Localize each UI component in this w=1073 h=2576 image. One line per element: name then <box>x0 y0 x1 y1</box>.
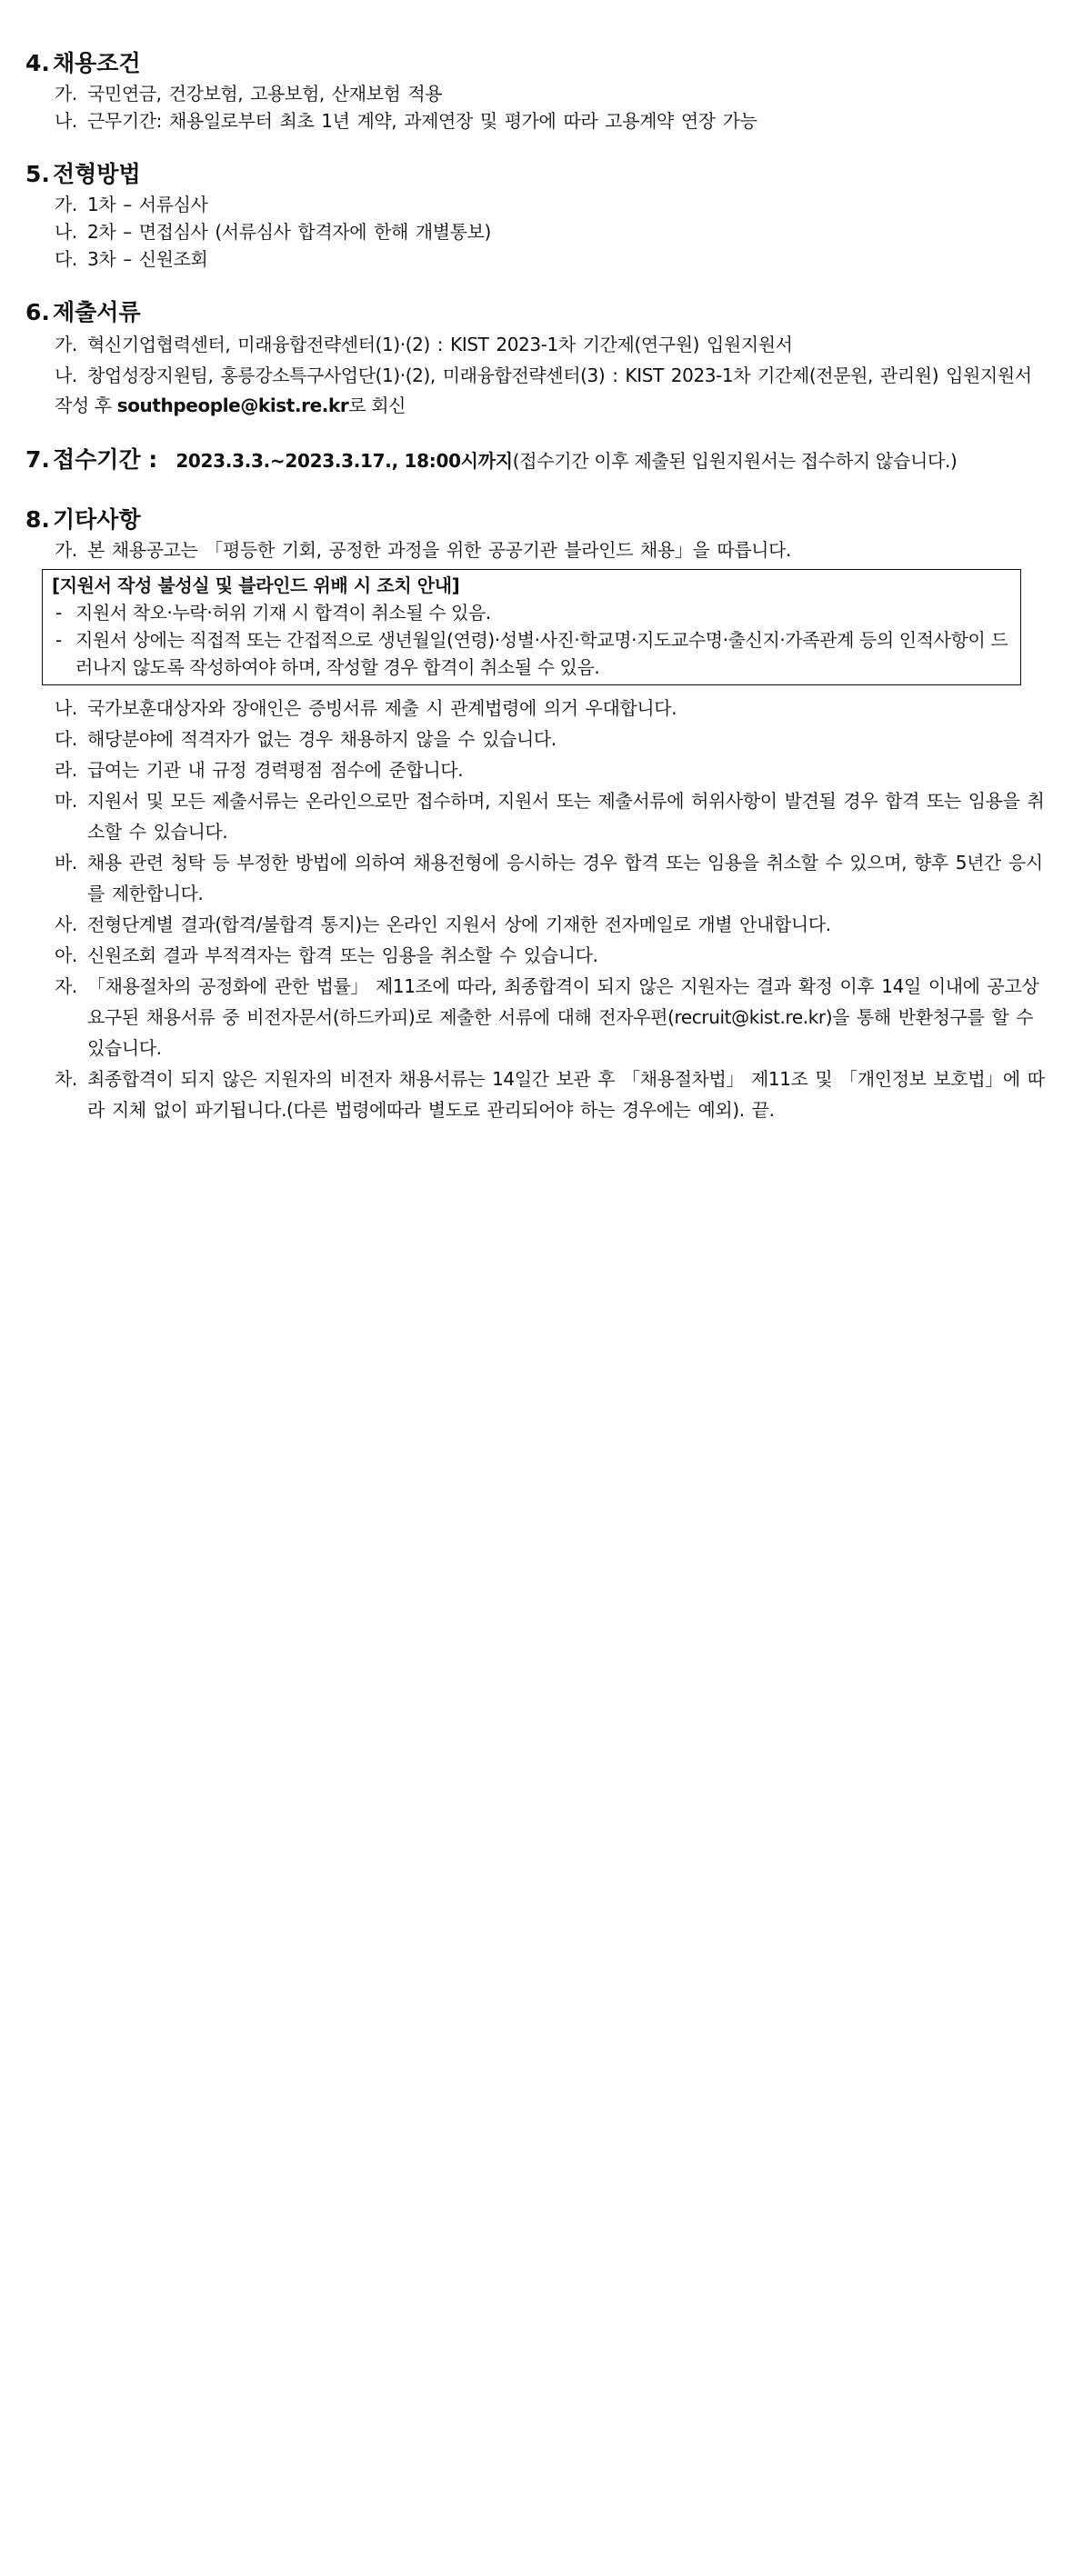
list-item <box>55 971 1053 1063</box>
item-marker: 나. <box>55 221 77 243</box>
item-marker: 아. <box>55 944 77 966</box>
section-title <box>25 158 1053 191</box>
item-marker: 다. <box>55 728 77 750</box>
application-period-value: 2023.3.3.~2023.3.17., 18:00시까지 <box>175 450 513 472</box>
notice-text: 지원서 상에는 직접적 또는 간접적으로 생년월일(연령)·성별·사진·학교명·지도교수명·출신지·가족관계 등의 인적사항이 드러나지 않도록 작성하여야 하며, 작성할 경우 합격이 취소될 수 있음. <box>75 629 1008 678</box>
section-required-documents <box>25 296 1053 420</box>
section-title <box>25 444 1053 477</box>
submission-suffix: 로 회신 <box>348 394 406 416</box>
item-text: 해당분야에 적격자가 없는 경우 채용하지 않을 수 있습니다. <box>87 728 557 750</box>
item-marker: 가. <box>55 539 77 561</box>
submission-prefix: 작성 후 <box>55 394 117 416</box>
item-marker: 바. <box>55 852 77 874</box>
submission-email-link[interactable]: southpeople@kist.re.kr <box>116 394 349 416</box>
item-marker: 다. <box>55 248 77 270</box>
list-item <box>55 847 1053 909</box>
application-period-note: (접수기간 이후 제출된 입원지원서는 접수하지 않습니다.) <box>512 450 958 472</box>
item-text: 3차 – 신원조회 <box>87 248 208 270</box>
section-number: 6. <box>25 299 50 325</box>
notice-line <box>52 626 1011 681</box>
section-number: 7. <box>25 446 50 473</box>
list-item <box>55 360 1053 391</box>
item-text: 최종합격이 되지 않은 지원자의 비전자 채용서류는 14일간 보관 후 「채용절차법」 제11조 및 「개인정보 보호법」에 따라 지체 없이 파기됩니다.(다른 법령에따라 별도로 관리되어야 하는 경우에는 예외). 끝. <box>87 1068 1045 1121</box>
item-marker: 나. <box>55 697 77 719</box>
list-item <box>55 191 1053 218</box>
item-marker: 가. <box>55 194 77 215</box>
item-text: 전형단계별 결과(합격/불합격 통지)는 온라인 지원서 상에 기재한 전자메일로 개별 안내합니다. <box>87 914 831 935</box>
item-marker: 자. <box>55 975 77 997</box>
item-text: 국가보훈대상자와 장애인은 증빙서류 제출 시 관계법령에 의거 우대합니다. <box>87 697 677 719</box>
notice-title: [지원서 작성 불성실 및 블라인드 위배 시 조치 안내] <box>52 574 460 596</box>
item-text: 혁신기업협력센터, 미래융합전략센터(1)·(2) : KIST 2023-1차 기간제(연구원) 입원지원서 <box>87 334 793 355</box>
list-item <box>55 909 1053 940</box>
item-marker: 가. <box>55 334 77 355</box>
submission-instruction <box>55 391 1053 420</box>
blind-recruitment-notice-box <box>42 569 1021 685</box>
section-heading: 제출서류 <box>53 299 141 325</box>
section-number: 8. <box>25 506 50 533</box>
section-title <box>25 504 1053 536</box>
item-text: 신원조회 결과 부적격자는 합격 또는 임용을 취소할 수 있습니다. <box>87 944 598 966</box>
section-heading: 전형방법 <box>53 161 141 187</box>
section-title <box>25 296 1053 329</box>
section-number: 4. <box>25 50 50 76</box>
list-item <box>55 80 1053 107</box>
item-text: 국민연금, 건강보험, 고용보험, 산재보험 적용 <box>87 83 443 105</box>
item-marker: 사. <box>55 914 77 935</box>
section-application-period <box>25 444 1053 477</box>
item-marker: 라. <box>55 759 77 781</box>
item-text: 2차 – 면접심사 (서류심사 합격자에 한해 개별통보) <box>87 221 491 243</box>
item-marker: 마. <box>55 790 77 812</box>
section-title <box>25 47 1053 80</box>
section-employment-conditions <box>25 47 1053 135</box>
list-item <box>55 1063 1053 1125</box>
item-marker: 가. <box>55 83 77 105</box>
notice-line <box>52 599 1011 626</box>
list-item <box>55 754 1053 785</box>
item-marker: 차. <box>55 1068 77 1090</box>
list-item <box>55 940 1053 971</box>
item-text: 「채용절차의 공정화에 관한 법률」 제11조에 따라, 최종합격이 되지 않은 지원자는 결과 확정 이후 14일 이내에 공고상 요구된 채용서류 중 비전자문서(하드카피)로 제출한 서류에 대해 전자우편(recruit@kist.re.kr)을 통해 반환청구를 할 수 있습니다. <box>87 975 1039 1059</box>
list-item <box>55 245 1053 273</box>
list-item <box>55 218 1053 245</box>
item-text: 지원서 및 모든 제출서류는 온라인으로만 접수하며, 지원서 또는 제출서류에 허위사항이 발견될 경우 합격 또는 임용을 취소할 수 있습니다. <box>87 790 1045 843</box>
section-heading: 기타사항 <box>53 506 141 533</box>
notice-dash: - <box>55 629 62 651</box>
item-text: 근무기간: 채용일로부터 최초 1년 계약, 과제연장 및 평가에 따라 고용계약 연장 가능 <box>87 110 757 132</box>
item-text: 채용 관련 청탁 등 부정한 방법에 의하여 채용전형에 응시하는 경우 합격 또는 임용을 취소할 수 있으며, 향후 5년간 응시를 제한합니다. <box>87 852 1043 904</box>
list-item <box>55 329 1053 360</box>
item-text: 본 채용공고는 「평등한 기회, 공정한 과정을 위한 공공기관 블라인드 채용」을 따릅니다. <box>87 539 791 561</box>
section-heading: 채용조건 <box>53 50 141 76</box>
section-selection-process <box>25 158 1053 273</box>
section-other-matters <box>25 504 1053 1125</box>
item-marker: 나. <box>55 364 77 386</box>
list-item <box>55 724 1053 754</box>
list-item <box>55 536 1053 564</box>
notice-text: 지원서 착오·누락·허위 기재 시 합격이 취소될 수 있음. <box>75 602 491 624</box>
section-number: 5. <box>25 161 50 187</box>
item-text: 1차 – 서류심사 <box>87 194 208 215</box>
notice-dash: - <box>55 602 62 624</box>
list-item <box>55 785 1053 847</box>
section-heading: 접수기간 : <box>53 446 158 473</box>
list-item <box>55 693 1053 724</box>
item-marker: 나. <box>55 110 77 132</box>
item-text: 창업성장지원팀, 홍릉강소특구사업단(1)·(2), 미래융합전략센터(3) : KIST 2023-1차 기간제(전문원, 관리원) 입원지원서 <box>87 364 1032 386</box>
item-text: 급여는 기관 내 규정 경력평점 점수에 준합니다. <box>87 759 464 781</box>
list-item <box>55 107 1053 135</box>
